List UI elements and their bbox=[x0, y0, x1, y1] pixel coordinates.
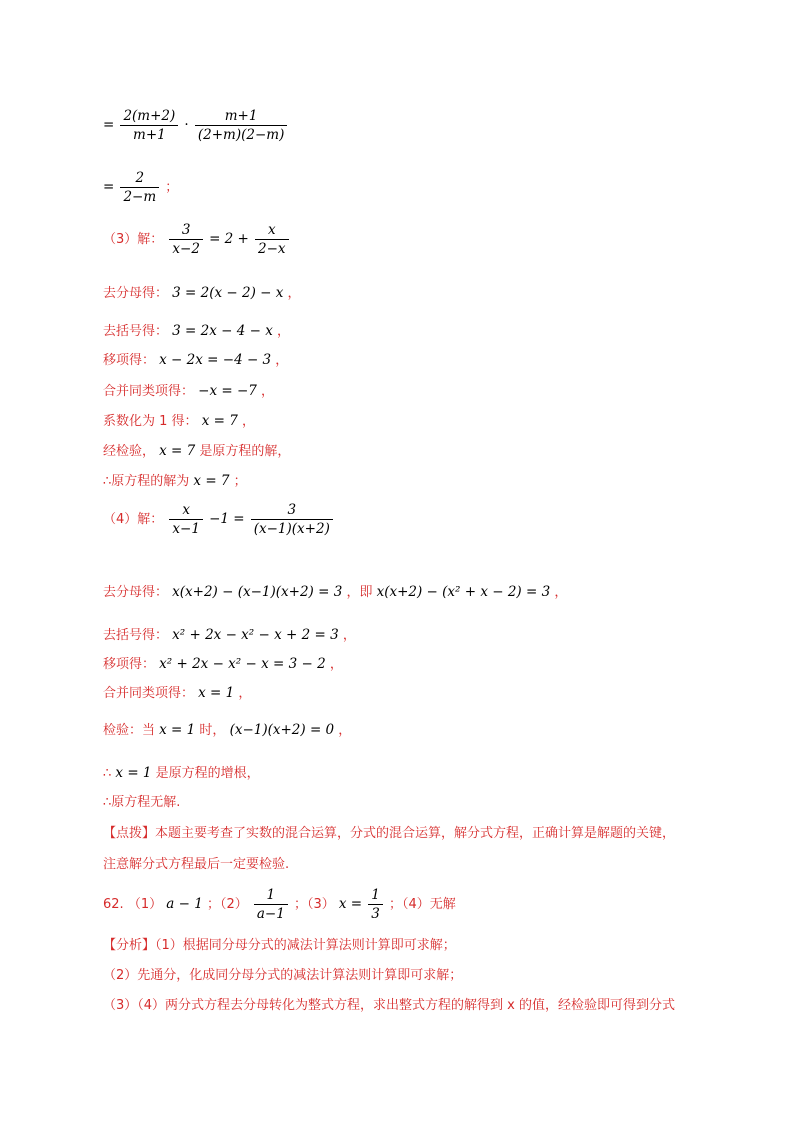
math-expression: = 2 + bbox=[209, 231, 249, 247]
math-expression: −x = −7 bbox=[198, 383, 257, 399]
punctuation: ， bbox=[342, 628, 356, 643]
denominator: (x−1)(x+2) bbox=[253, 521, 330, 537]
punctuation: ， bbox=[275, 353, 289, 368]
fraction bbox=[169, 502, 203, 537]
step-label: ∴原方程的解为 bbox=[103, 474, 190, 489]
step-line bbox=[103, 765, 260, 782]
numerator: 1 bbox=[368, 887, 383, 905]
punctuation: ， bbox=[238, 686, 252, 701]
step-line bbox=[103, 443, 290, 460]
math-expression: x = 7 bbox=[193, 473, 230, 489]
punctuation: ； bbox=[233, 474, 247, 489]
step-line bbox=[103, 656, 343, 673]
step-line bbox=[103, 502, 335, 537]
math-expression: x = 1 bbox=[198, 685, 235, 701]
numerator: 2(m+2) bbox=[120, 108, 178, 126]
math-expression: x = 1 bbox=[159, 722, 196, 738]
numerator: 2 bbox=[120, 170, 159, 188]
denominator: 2−m bbox=[123, 189, 157, 205]
step-label: 去分母得： bbox=[103, 585, 169, 600]
step-line bbox=[103, 222, 291, 257]
step-line bbox=[103, 285, 301, 302]
step-text: 是原方程的增根， bbox=[155, 766, 260, 781]
punctuation: ， bbox=[241, 414, 255, 429]
fraction bbox=[255, 222, 289, 257]
math-expression: (x−1)(x+2) = 0 bbox=[229, 722, 335, 738]
step-label: 合并同类项得： bbox=[103, 686, 195, 701]
step-text: 是原方程的解， bbox=[199, 444, 291, 459]
denominator: (2+m)(2−m) bbox=[197, 127, 285, 143]
step-label: 检验：当 bbox=[103, 723, 156, 738]
math-expression: x = 1 bbox=[115, 765, 152, 781]
step-label: 经检验， bbox=[103, 444, 156, 459]
tip-line: 【点拨】本题主要考查了实数的混合运算，分式的混合运算，解分式方程，正确计算是解题的关键， bbox=[103, 826, 676, 841]
step-line bbox=[103, 584, 567, 601]
fraction bbox=[169, 222, 203, 257]
step-line bbox=[103, 473, 247, 490]
operator: · bbox=[184, 117, 189, 133]
part-label: ；（4）无解 bbox=[388, 897, 456, 912]
math-expression: x = bbox=[338, 896, 363, 912]
part-label: ；（3） bbox=[293, 897, 335, 912]
math-expression: x² + 2x − x² − x = 3 − 2 bbox=[159, 656, 326, 672]
punctuation: ， bbox=[261, 384, 275, 399]
step-label: ∴ bbox=[103, 766, 112, 781]
punctuation: ， bbox=[329, 657, 343, 672]
fraction bbox=[254, 887, 288, 922]
step-label: （3）解： bbox=[103, 232, 164, 247]
numerator: m+1 bbox=[195, 108, 287, 126]
denominator: a−1 bbox=[256, 906, 285, 922]
math-expression: 3 = 2(x − 2) − x bbox=[172, 285, 284, 301]
step-line bbox=[103, 685, 251, 702]
numerator: 1 bbox=[254, 887, 288, 905]
math-expression: x = 7 bbox=[159, 443, 196, 459]
math-expression: −1 = bbox=[209, 511, 245, 527]
punctuation: ， bbox=[276, 324, 290, 339]
step-label: 去括号得： bbox=[103, 324, 169, 339]
step-line bbox=[103, 108, 289, 143]
eq-sign: = bbox=[103, 179, 115, 195]
tip-line: 注意解分式方程最后一定要检验. bbox=[103, 857, 290, 872]
punctuation: ； bbox=[165, 180, 179, 195]
math-expression: x = 7 bbox=[201, 413, 238, 429]
fraction bbox=[368, 887, 383, 922]
eq-sign: = bbox=[103, 117, 115, 133]
fraction bbox=[120, 170, 159, 205]
numerator: x bbox=[169, 502, 203, 520]
step-line bbox=[103, 795, 180, 811]
step-label: 去分母得： bbox=[103, 286, 169, 301]
math-expression: x² + 2x − x² − x + 2 = 3 bbox=[172, 627, 339, 643]
fraction bbox=[195, 108, 287, 143]
punctuation: ， bbox=[287, 286, 301, 301]
fraction bbox=[251, 502, 333, 537]
denominator: x−2 bbox=[172, 241, 200, 257]
step-line bbox=[103, 170, 178, 205]
step-label: （4）解： bbox=[103, 512, 164, 527]
denominator: 2−x bbox=[258, 241, 286, 257]
part-label: ；（2） bbox=[206, 897, 248, 912]
step-label: 移项得： bbox=[103, 353, 156, 368]
step-line bbox=[103, 413, 255, 430]
punctuation: ， bbox=[338, 723, 352, 738]
step-label: 合并同类项得： bbox=[103, 384, 195, 399]
step-line bbox=[103, 722, 351, 739]
step-line bbox=[103, 383, 274, 400]
denominator: 3 bbox=[371, 906, 380, 922]
numerator: 3 bbox=[169, 222, 203, 240]
denominator: m+1 bbox=[133, 127, 166, 143]
part-label: （1） bbox=[127, 897, 163, 912]
numerator: 3 bbox=[251, 502, 333, 520]
denominator: x−1 bbox=[172, 521, 200, 537]
step-label: 系数化为 1 得： bbox=[103, 414, 198, 429]
math-expression: 3 = 2x − 4 − x bbox=[172, 323, 273, 339]
numerator: x bbox=[255, 222, 289, 240]
step-label: 去括号得： bbox=[103, 628, 169, 643]
math-expression: x − 2x = −4 − 3 bbox=[159, 352, 272, 368]
punctuation: ， bbox=[554, 585, 568, 600]
question-number: 62. bbox=[103, 897, 124, 912]
step-line bbox=[103, 627, 356, 644]
math-expression: x(x+2) − (x² + x − 2) = 3 bbox=[376, 584, 551, 600]
step-line bbox=[103, 323, 290, 340]
analysis-line: （2）先通分，化成同分母分式的减法计算法则计算即可求解； bbox=[103, 968, 463, 983]
step-label: 移项得： bbox=[103, 657, 156, 672]
step-text: 时， bbox=[199, 723, 226, 738]
math-expression: a − 1 bbox=[166, 896, 203, 912]
analysis-line: 【分析】（1）根据同分母分式的减法计算法则计算即可求解； bbox=[103, 938, 456, 953]
step-text: ，即 bbox=[346, 585, 373, 600]
step-text: ∴原方程无解. bbox=[103, 795, 181, 810]
step-line bbox=[103, 352, 288, 369]
analysis-line: （3）（4）两分式方程去分母转化为整式方程，求出整式方程的解得到 x 的值，经检验即可得到分式 bbox=[103, 998, 676, 1013]
fraction bbox=[120, 108, 178, 143]
math-expression: x(x+2) − (x−1)(x+2) = 3 bbox=[172, 584, 343, 600]
answer-line bbox=[103, 887, 456, 922]
